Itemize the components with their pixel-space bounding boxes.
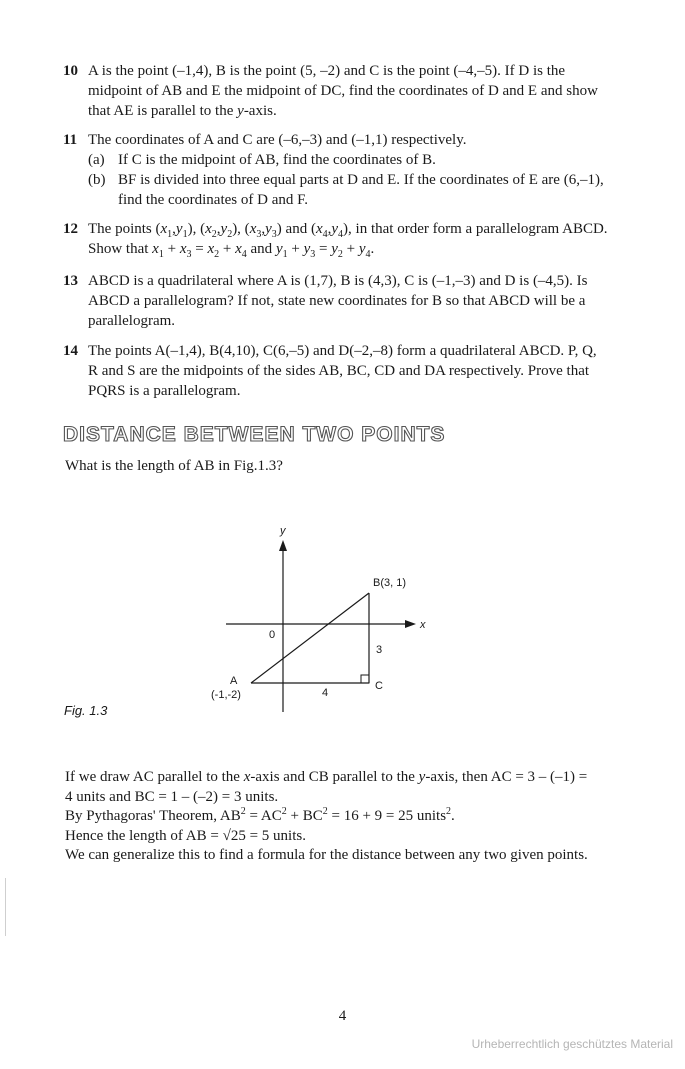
side-bc-length: 3 (376, 644, 383, 656)
problem-text: that AE is parallel to the y-axis. (88, 103, 277, 119)
problem-text: parallelogram. (88, 313, 176, 329)
problem-text: R and S are the midpoints of the sides AB, BC, CD and DA respectively. Prove that (88, 363, 590, 379)
problem-number: 14 (63, 343, 78, 359)
problem-text: ABCD a parallelogram? If not, state new coordinates for B so that ABCD will be a (88, 293, 586, 309)
problem-text: The coordinates of A and C are (–6,–3) and (–1,1) respectively. (88, 132, 467, 148)
figure-caption: Fig. 1.3 (64, 703, 108, 718)
figure-1-3 (0, 520, 685, 720)
problem-text: Show that $x_1 + x_3 = x_2 + x_4$ and $y_1 + y_3 = y_2 + y_4$. (88, 241, 375, 260)
problem-number: 11 (63, 132, 78, 148)
problem-10 (63, 61, 653, 121)
origin-label: 0 (269, 629, 276, 641)
page-number: 4 (338, 1008, 347, 1024)
problem-13 (63, 271, 653, 331)
problem-11 (63, 130, 653, 210)
point-a-coords: (-1,-2) (211, 689, 241, 701)
x-axis-arrow (405, 620, 416, 628)
explanation-line: If we draw AC parallel to the x-axis and CB parallel to the y-axis, then AC = 3 – (–1) = (65, 769, 588, 785)
problem-number: 12 (63, 221, 78, 237)
problem-text: A is the point (–1,4), B is the point (5, –2) and C is the point (–4,–5). If D is the (88, 63, 566, 79)
section-heading: DISTANCE BETWEEN TWO POINTS (63, 423, 446, 446)
y-axis-label: y (280, 525, 286, 537)
right-angle-marker (361, 675, 369, 683)
y-axis-arrow (279, 540, 287, 551)
problem-14 (63, 341, 653, 401)
subpart-a: (a) If C is the midpoint of AB, find the coordinates of B. (88, 152, 436, 168)
explanation (65, 768, 588, 866)
problem-12 (63, 219, 653, 259)
watermark: Urheberrechtlich geschütztes Material (471, 1037, 673, 1051)
problem-number: 10 (63, 63, 78, 79)
problem-text: The points $(x_1,y_1)$, $(x_2,y_2)$, $(x_3,y_3)$ and $(x_4,y_4)$, in that order form a parallelogram ABCD. (88, 221, 608, 240)
explanation-line: By Pythagoras' Theorem, $AB^2 = AC^2 + BC^2 = 16 + 9 = 25$ units$^2$. (65, 806, 455, 824)
subpart-b: (b) BF is divided into three equal parts at D and E. If the coordinates of E are (6,–1), (88, 172, 604, 188)
margin-mark (5, 878, 6, 936)
intro-question: What is the length of AB in Fig.1.3? (65, 458, 283, 474)
x-axis-label: x (420, 619, 426, 631)
problem-text: PQRS is a parallelogram. (88, 383, 241, 399)
point-a-label: A (230, 675, 238, 687)
point-c-label: C (375, 680, 383, 692)
problem-text: ABCD is a quadrilateral where A is (1,7), B is (4,3), C is (–1,–3) and D is (–4,5). Is (88, 273, 588, 289)
problem-number: 13 (63, 273, 78, 289)
explanation-line: Hence the length of AB = √25 = 5 units. (65, 827, 306, 844)
subpart-b-cont: find the coordinates of D and F. (118, 192, 309, 208)
problem-text: midpoint of AB and E the midpoint of DC, find the coordinates of D and E and show (88, 83, 598, 99)
side-ac-length: 4 (322, 687, 329, 699)
explanation-line: 4 units and BC = 1 – (–2) = 3 units. (65, 788, 279, 805)
explanation-line: We can generalize this to find a formula for the distance between any two given points. (65, 847, 588, 863)
problem-text: The points A(–1,4), B(4,10), C(6,–5) and D(–2,–8) form a quadrilateral ABCD. P, Q, (88, 343, 597, 359)
point-b-label: B(3, 1) (373, 577, 407, 589)
